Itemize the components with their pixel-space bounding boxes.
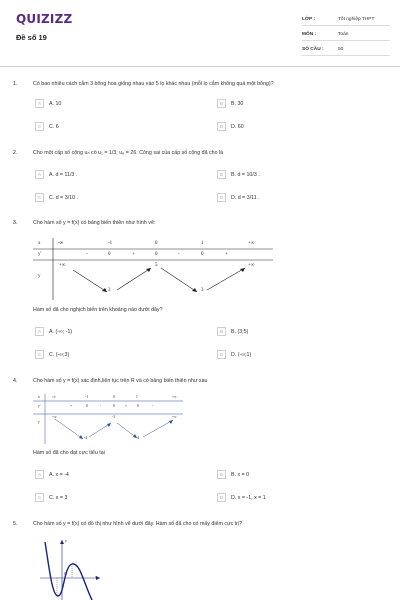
table-y-label: y xyxy=(38,420,40,424)
option-text: A. d = 11/3 . xyxy=(49,171,78,178)
question-number: 5. xyxy=(13,521,18,527)
option-d[interactable] xyxy=(217,493,377,502)
option-c[interactable] xyxy=(35,350,195,359)
option-letter-box: C xyxy=(35,122,44,131)
option-text: A. 10 xyxy=(49,100,62,107)
question-text: Có bao nhiêu cách cắm 3 bông hoa giống nhau vào 5 lọ khác nhau (mỗi lọ cắm không quá một bông)? xyxy=(33,81,274,87)
option-text: B. d = 10/3 . xyxy=(231,171,260,178)
graph-y-label: y xyxy=(65,538,67,543)
option-a[interactable] xyxy=(35,470,195,479)
question-text: Cho hàm số y = f(x) có bảng biến thiên như hình vẽ: xyxy=(33,220,156,226)
sign: + xyxy=(132,252,135,257)
option-text: A. (-∞; -1) xyxy=(49,328,73,335)
meta-value: Toán xyxy=(338,32,349,37)
x-value: -∞ xyxy=(58,241,64,246)
sign: - xyxy=(178,252,180,257)
y-value: +∞ xyxy=(172,415,177,419)
table-y-label: y xyxy=(38,274,41,279)
x-value: 1 xyxy=(136,395,138,399)
sign: + xyxy=(70,404,73,408)
x-value: +∞ xyxy=(172,395,177,399)
variation-table-lines xyxy=(33,238,273,300)
option-text: D. (-∞;1) xyxy=(231,351,252,358)
option-letter-box: C xyxy=(35,350,44,359)
sign: 0 xyxy=(86,404,88,408)
question-prompt: Hàm số đã cho đạt cực tiểu tại xyxy=(33,450,105,456)
header-divider xyxy=(0,66,400,67)
option-letter-box: D xyxy=(217,122,226,131)
meta-class xyxy=(302,14,390,26)
y-value: 3 xyxy=(201,288,204,293)
option-letter-box: A xyxy=(35,99,44,108)
option-b[interactable] xyxy=(217,327,377,336)
option-letter-box: B xyxy=(217,170,226,179)
sign: + xyxy=(225,252,228,257)
option-letter-box: D xyxy=(217,193,226,202)
option-letter-box: A xyxy=(35,170,44,179)
option-text: B. (3;5) xyxy=(231,328,249,335)
option-text: D. x = -1, x = 1 xyxy=(231,494,266,501)
option-letter-box: D xyxy=(217,493,226,502)
table-yprime-label: y' xyxy=(38,252,42,257)
sign: - xyxy=(86,252,88,257)
x-value: 0 xyxy=(155,241,158,246)
option-a[interactable] xyxy=(35,99,195,108)
option-d[interactable] xyxy=(217,193,377,202)
option-letter-box: C xyxy=(35,493,44,502)
table-x-label: x xyxy=(38,395,40,399)
y-value: -3 xyxy=(112,415,115,419)
question-number: 3. xyxy=(13,220,18,226)
meta-value: 50 xyxy=(338,47,344,52)
meta-key: MÔN : xyxy=(302,32,317,37)
option-a[interactable] xyxy=(35,327,195,336)
quizizz-logo: QUIZIZZ xyxy=(16,12,73,26)
option-letter-box: A xyxy=(35,470,44,479)
option-d[interactable] xyxy=(217,350,377,359)
option-letter-box: D xyxy=(217,350,226,359)
x-value: -1 xyxy=(85,395,88,399)
sign: 0 xyxy=(155,252,158,257)
option-text: B. x = 0 xyxy=(231,471,250,478)
option-letter-box: B xyxy=(217,99,226,108)
question-number: 2. xyxy=(13,150,18,156)
option-letter-box: C xyxy=(35,193,44,202)
sign: - xyxy=(100,404,102,408)
question-text: Cho hàm số y = f(x) xác định,liên tục trên R và có bảng biến thiên như sau xyxy=(33,378,208,384)
sign: 0 xyxy=(137,404,139,408)
graph-origin-label: O xyxy=(64,571,67,576)
option-c[interactable] xyxy=(35,122,195,131)
option-text: D. d = 3/11 . xyxy=(231,194,260,201)
meta-question-count xyxy=(302,44,390,56)
option-letter-box: A xyxy=(35,327,44,336)
x-value: -∞ xyxy=(52,395,56,399)
meta-key: SỐ CÂU : xyxy=(302,47,324,52)
option-text: C. d = 3/10 . xyxy=(49,194,79,201)
option-letter-box: B xyxy=(217,327,226,336)
option-b[interactable] xyxy=(217,470,377,479)
y-value: 5 xyxy=(155,263,158,268)
y-value: +∞ xyxy=(52,415,57,419)
option-c[interactable] xyxy=(35,193,195,202)
x-value: +∞ xyxy=(248,241,255,246)
option-d[interactable] xyxy=(217,122,377,131)
question-text: Cho hàm số y = f(x) có đồ thị như hình vẽ dưới đây. Hàm số đã cho có mấy điểm cực trị? xyxy=(33,521,243,527)
y-value: -4 xyxy=(136,436,139,440)
question-text: Cho một cấp số cộng uₙ có u₁ = 1/3, u₈ = 26. Công sai của cấp số cộng đã cho là xyxy=(33,150,224,156)
option-text: A. x = -4 xyxy=(49,471,69,478)
question-number: 4. xyxy=(13,378,18,384)
option-text: C. (-∞;3) xyxy=(49,351,70,358)
table-x-label: x xyxy=(38,241,41,246)
meta-subject xyxy=(302,29,390,41)
document-title: Đề số 19 xyxy=(16,33,47,42)
option-text: D. 60 xyxy=(231,123,244,130)
meta-value: Tốt nghiệp THPT xyxy=(338,17,375,22)
y-value: -4 xyxy=(84,436,87,440)
y-value: +∞ xyxy=(59,263,66,268)
question-number: 1. xyxy=(13,81,18,87)
y-value: +∞ xyxy=(248,263,255,268)
question-prompt: Hàm số đã cho nghịch biến trên khoảng nào dưới đây? xyxy=(33,307,163,313)
x-value: 0 xyxy=(113,395,115,399)
option-letter-box: B xyxy=(217,470,226,479)
option-b[interactable] xyxy=(217,99,377,108)
option-a[interactable] xyxy=(35,170,195,179)
option-b[interactable] xyxy=(217,170,377,179)
x-value: 1 xyxy=(201,241,204,246)
option-text: B. 30 xyxy=(231,100,244,107)
y-value: 3 xyxy=(108,288,111,293)
option-text: C. 6 xyxy=(49,123,59,130)
sign: 0 xyxy=(201,252,204,257)
graph-x-label: x xyxy=(95,574,97,579)
option-c[interactable] xyxy=(35,493,195,502)
header xyxy=(0,0,400,66)
sign: + xyxy=(125,404,128,408)
sign: 0 xyxy=(113,404,115,408)
sign: - xyxy=(152,404,154,408)
sign: 0 xyxy=(108,252,111,257)
variation-table-lines xyxy=(33,394,183,444)
meta-key: LỚP : xyxy=(302,17,316,22)
option-text: C. x = 3 xyxy=(49,494,68,501)
x-value: -1 xyxy=(108,241,113,246)
table-yprime-label: y' xyxy=(38,404,41,408)
function-graph-svg xyxy=(40,536,110,600)
